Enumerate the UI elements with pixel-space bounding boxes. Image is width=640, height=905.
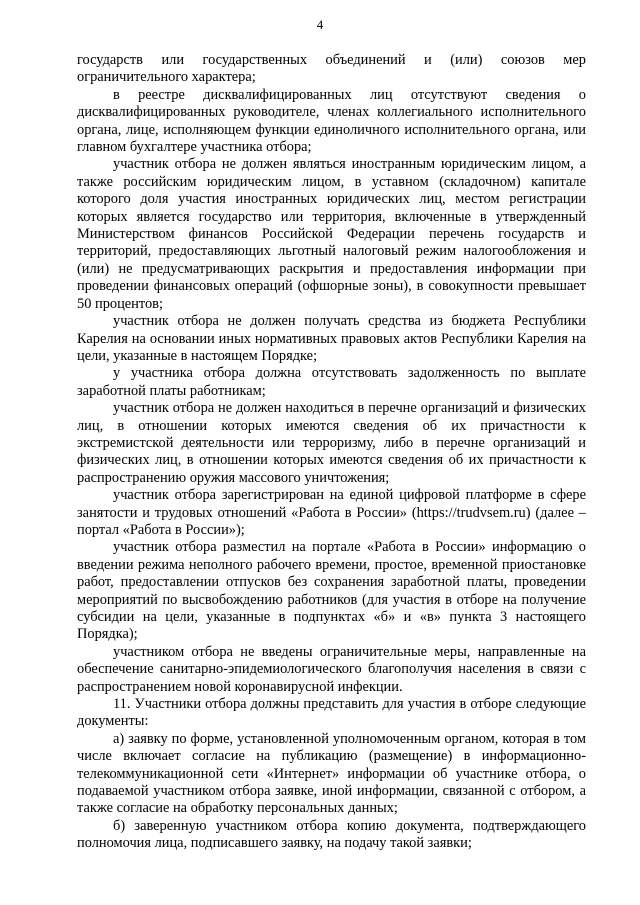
paragraph: 11. Участники отбора должны представить для участия в отборе следующие документы: — [77, 696, 586, 730]
paragraph: участник отбора не должен получать средства из бюджета Республики Карелия на основании иных нормативных правовых актов Республики Карелия на цели, указанные в настоящем Порядке; — [77, 313, 586, 364]
paragraph: государств или государственных объединений и (или) союзов мер ограничительного характера; — [77, 52, 586, 86]
document-body — [77, 52, 586, 853]
page-number: 4 — [316, 17, 324, 32]
paragraph: у участника отбора должна отсутствовать задолженность по выплате заработной платы работникам; — [77, 365, 586, 399]
paragraph: а) заявку по форме, установленной уполномоченным органом, которая в том числе включает согласие на публикацию (размещение) в информационно-телекоммуникационной сети «Интернет» информации об участнике отбора, о подаваемой участником отбора заявке, иной информации, связанной с отбором, а также согласие на обработку персональных данных; — [77, 730, 586, 817]
paragraph: участник отбора не должен являться иностранным юридическим лицом, а также российским юридическим лицом, в уставном (складочном) капитале которого доля участия иностранных юридических лиц, местом регистрации которых является государство или территория, включенные в утвержденный Министерством финансов Российской Федерации перечень государств и территорий, предоставляющих льготный налоговый режим налогообложения и (или) не предусматривающих раскрытия и предоставления информации при проведении финансовых операций (офшорные зоны), в совокупности превышает 50 процентов; — [77, 156, 586, 312]
paragraph: б) заверенную участником отбора копию документа, подтверждающего полномочия лица, подписавшего заявку, на подачу такой заявки; — [77, 817, 586, 852]
paragraph: участник отбора зарегистрирован на единой цифровой платформе в сфере занятости и трудовых отношений «Работа в России» (https://trudvsem.ru) (далее – портал «Работа в России»); — [77, 487, 586, 538]
paragraph: в реестре дисквалифицированных лиц отсутствуют сведения о дисквалифицированных руководителе, членах коллегиального исполнительного органа, лице, исполняющем функции единоличного исполнительного органа, или главном бухгалтере участника отбора; — [77, 86, 586, 156]
paragraph: участник отбора не должен находиться в перечне организаций и физических лиц, в отношении которых имеются сведения об их причастности к экстремистской деятельности или терроризму, либо в перечне организаций и физических лиц, в отношении которых имеются сведения об их причастности к распространению оружия массового уничтожения; — [77, 400, 586, 486]
paragraph: участником отбора не введены ограничительные меры, направленные на обеспечение санитарно-эпидемиологического благополучия населения в связи с распространением новой коронавирусной инфекции. — [77, 643, 586, 695]
paragraph: участник отбора разместил на портале «Работа в России» информацию о введении режима неполного рабочего времени, простое, временной приостановке работ, предоставлении отпусков без сохранения заработной платы, проведении мероприятий по высвобождению работников (для участия в отборе на получение субсидии на цели, указанные в подпунктах «б» и «в» пункта 3 настоящего Порядка); — [77, 539, 586, 643]
